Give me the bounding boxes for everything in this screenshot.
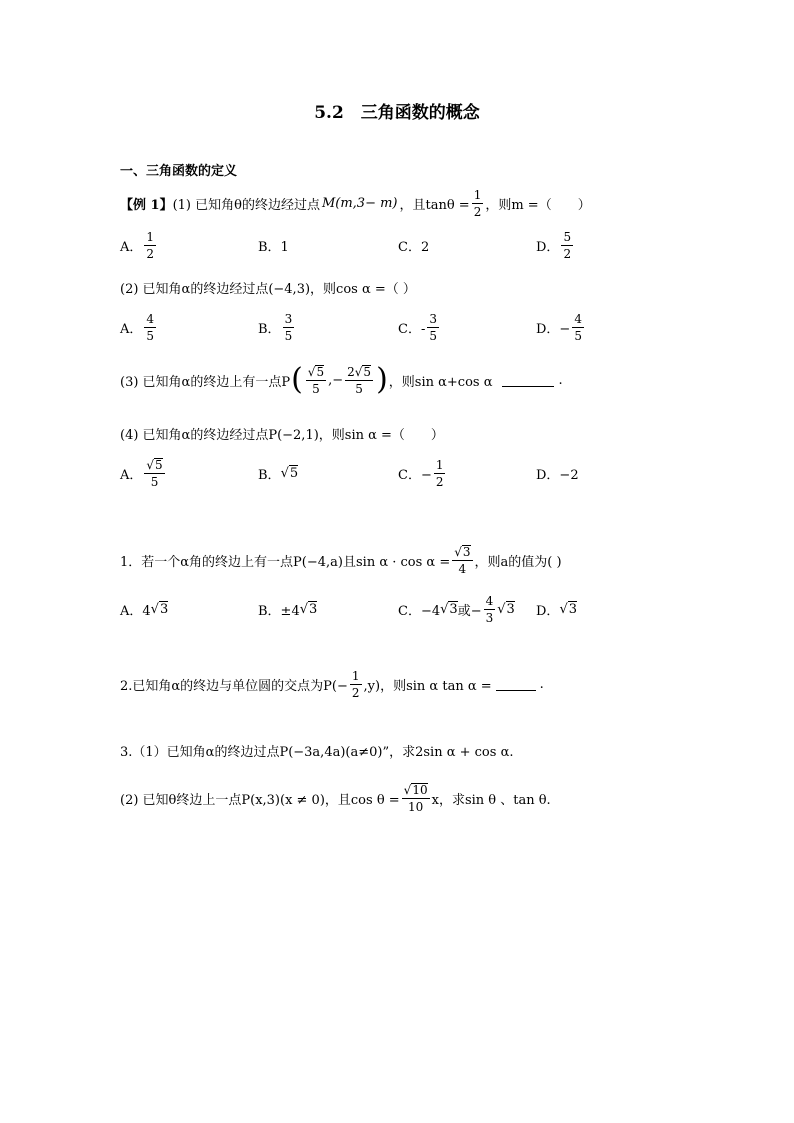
option-c: C．−4 √3 或− $\frac{4}{3}$ √3: [398, 593, 515, 625]
option-a: A． $\frac{√5}{5}$: [120, 458, 163, 489]
fraction: $\frac{2√5}{5}$: [347, 365, 372, 396]
question-text: ，且tanθ =: [399, 197, 470, 213]
example1-part1: [120, 188, 591, 218]
options-row: [120, 310, 680, 344]
option-c: C．- $\frac{3}{5}$: [398, 311, 437, 343]
page-title: 5.2 三角函数的概念: [314, 103, 480, 123]
option-a: A．4 √3: [120, 602, 169, 619]
option-b: B． $\frac{3}{5}$: [258, 311, 293, 343]
question-text: ，则m =（ ）: [485, 197, 591, 213]
option-d: D．−2: [536, 467, 579, 483]
question-text: 2.已知角α的终边与单位圆的交点为P(−: [120, 678, 348, 694]
point-label: M(m,3− m): [321, 195, 398, 211]
option-b: B．1: [258, 239, 289, 255]
option-d: D． √3: [536, 602, 578, 619]
options-row: [120, 228, 680, 262]
paren-left: (: [291, 362, 303, 397]
question-text: ，则a的值为( ): [474, 554, 562, 570]
question-text: (4) 已知角α的终边经过点P(−2,1)，则sin α =（ ）: [120, 427, 444, 443]
option-a: A． $\frac{4}{5}$: [120, 311, 155, 343]
option-c: C．− $\frac{1}{2}$: [398, 457, 444, 489]
option-d: D． $\frac{5}{2}$: [536, 229, 572, 261]
option-a: A． $\frac{1}{2}$: [120, 229, 155, 261]
question-text: x，求sin θ 、tan θ.: [431, 792, 551, 808]
paren-right: ): [376, 362, 388, 397]
options-row: [120, 592, 680, 626]
example1-part2: [120, 272, 416, 302]
option-b: B．±4 √3: [258, 602, 318, 619]
question-text: 3.（1）已知角α的终边过点P(−3a,4a)(a≠0)”，求2sin α + cos α.: [120, 744, 514, 760]
option-c: C．2: [398, 239, 430, 255]
option-d: D．− $\frac{4}{5}$: [536, 311, 582, 343]
question-text: ，则sin α+cos α: [388, 374, 493, 390]
question-text: (1) 已知角θ的终边经过点: [172, 197, 320, 213]
section-heading: 一、三角函数的定义: [120, 164, 238, 179]
question1: [120, 540, 562, 580]
fraction: $\frac{√10}{10}$: [403, 783, 428, 814]
question3-part1: [120, 735, 513, 765]
question-text: (2) 已知θ终边上一点P(x,3)(x ≠ 0)，且cos θ =: [120, 792, 400, 808]
answer-blank: [502, 374, 554, 387]
separator: ,−: [328, 372, 344, 388]
question-text: (2) 已知角α的终边经过点(−4,3)，则cos α =（ ）: [120, 281, 416, 297]
question-text: (3) 已知角α的终边上有一点P: [120, 374, 291, 390]
fraction: $\frac{1}{2}$: [351, 668, 360, 700]
options-row: [120, 456, 680, 490]
question3-part2: [120, 778, 551, 818]
fraction: $\frac{1}{2}$: [473, 187, 482, 219]
example1-part4: [120, 418, 444, 448]
question-text: ,y)，则sin α tan α =: [363, 678, 492, 694]
example1-part3: (3) 已知角α的终边上有一点P ( $\frac{√5}{5}$ ,− $\frac{2√5}{5}$ ) ，则sin α+cos α .: [120, 362, 563, 397]
answer-blank: [496, 678, 536, 691]
option-b: B． √5: [258, 466, 299, 483]
fraction: $\frac{√3}{4}$: [454, 545, 471, 576]
fraction: $\frac{√5}{5}$: [307, 365, 325, 396]
question2: 2.已知角α的终边与单位圆的交点为P(− $\frac{1}{2}$ ,y)，则sin α tan α = .: [120, 668, 544, 700]
question-text: 1．若一个α角的终边上有一点P(−4,a)且sin α · cos α =: [120, 554, 451, 570]
example-tag: 【例 1】: [120, 197, 173, 213]
